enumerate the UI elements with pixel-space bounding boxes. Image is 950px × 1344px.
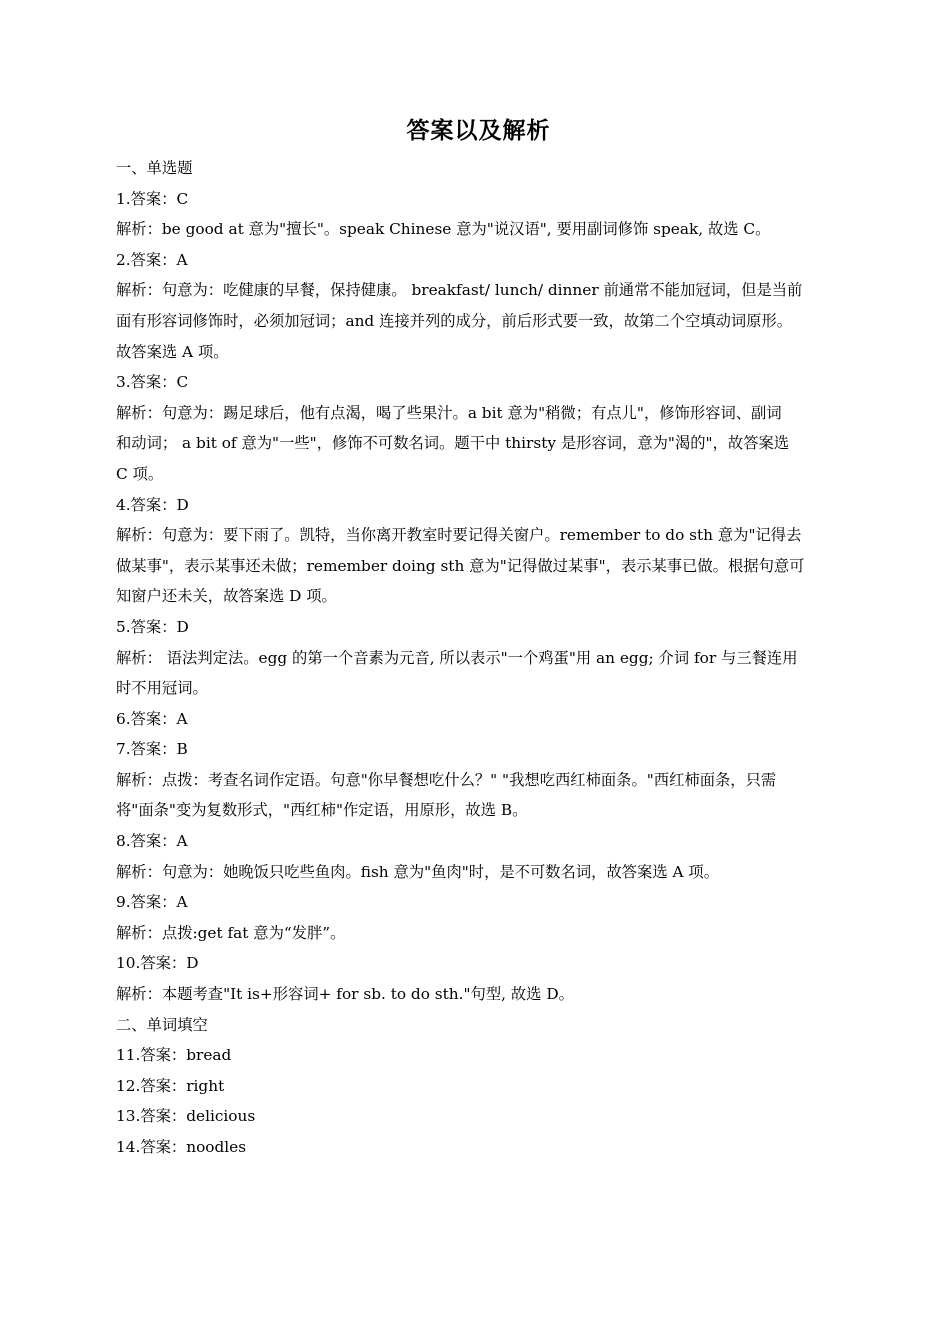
analysis-2-line-2: 面有形容词修饰时，必须加冠词；and 连接并列的成分，前后形式要一致，故第二个空填动词原形。 bbox=[116, 311, 793, 330]
answer-6: 6.答案：A bbox=[116, 709, 188, 728]
answer-4: 4.答案：D bbox=[116, 495, 189, 514]
analysis-9: 解析：点拨:get fat 意为“发胖”。 bbox=[116, 923, 346, 942]
answer-9: 9.答案：A bbox=[116, 893, 188, 912]
analysis-8: 解析：句意为：她晚饭只吃些鱼肉。fish 意为"鱼肉"时，是不可数名词，故答案选 A 项。 bbox=[116, 862, 720, 881]
answer-13: 13.答案：delicious bbox=[116, 1107, 256, 1126]
analysis-7-line-2: 将"面条"变为复数形式，"西红柿"作定语，用原形，故选 B。 bbox=[116, 801, 528, 820]
analysis-4-line-3: 知窗户还未关，故答案选 D 项。 bbox=[116, 587, 337, 606]
analysis-2-line-3: 故答案选 A 项。 bbox=[116, 342, 229, 361]
section-heading-word-fill: 二、单词填空 bbox=[116, 1015, 208, 1034]
answer-8: 8.答案：A bbox=[116, 832, 188, 851]
section-heading-single-choice: 一、单选题 bbox=[116, 159, 193, 177]
answer-7: 7.答案：B bbox=[116, 740, 188, 759]
answer-3: 3.答案：C bbox=[116, 373, 189, 392]
answer-1: 1.答案：C bbox=[116, 189, 189, 208]
analysis-1: 解析：be good at 意为"擅长"。speak Chinese 意为"说汉语", 要用副词修饰 speak, 故选 C。 bbox=[116, 220, 771, 239]
analysis-4-line-2: 做某事"，表示某事还未做；remember doing sth 意为"记得做过某事"，表示某事已做。根据句意可 bbox=[116, 556, 805, 575]
analysis-10: 解析：本题考查"It is+形容词+ for sb. to do sth."句型, 故选 D。 bbox=[116, 985, 574, 1004]
analysis-5-line-2: 时不用冠词。 bbox=[116, 679, 208, 698]
answer-content bbox=[116, 153, 841, 1163]
analysis-2-line-1: 解析：句意为：吃健康的早餐，保持健康。 breakfast/ lunch/ dinner 前通常不能加冠词，但是当前 bbox=[116, 281, 803, 300]
analysis-3-line-3: C 项。 bbox=[116, 464, 164, 483]
answer-10: 10.答案：D bbox=[116, 954, 199, 973]
answer-12: 12.答案：right bbox=[116, 1076, 225, 1095]
answer-5: 5.答案：D bbox=[116, 617, 189, 636]
answer-14: 14.答案：noodles bbox=[116, 1138, 247, 1156]
analysis-7-line-1: 解析：点拨：考查名词作定语。句意"你早餐想吃什么？" "我想吃西红柿面条。"西红柿面条，只需 bbox=[116, 770, 777, 789]
analysis-3-line-2: 和动词； a bit of 意为"一些"，修饰不可数名词。题干中 thirsty 是形容词，意为"渴的"，故答案选 bbox=[116, 434, 790, 453]
page-title: 答案以及解析 bbox=[406, 118, 551, 144]
analysis-5-line-1: 解析： 语法判定法。egg 的第一个音素为元音, 所以表示"一个鸡蛋"用 an egg; 介词 for 与三餐连用 bbox=[116, 648, 798, 667]
analysis-4-line-1: 解析：句意为：要下雨了。凯特，当你离开教室时要记得关窗户。remember to do sth 意为"记得去 bbox=[116, 526, 802, 545]
answer-11: 11.答案：bread bbox=[116, 1046, 232, 1065]
answer-2: 2.答案：A bbox=[116, 250, 188, 269]
analysis-3-line-1: 解析：句意为：踢足球后，他有点渴，喝了些果汁。a bit 意为"稍微；有点儿"，修饰形容词、副词 bbox=[116, 403, 782, 422]
